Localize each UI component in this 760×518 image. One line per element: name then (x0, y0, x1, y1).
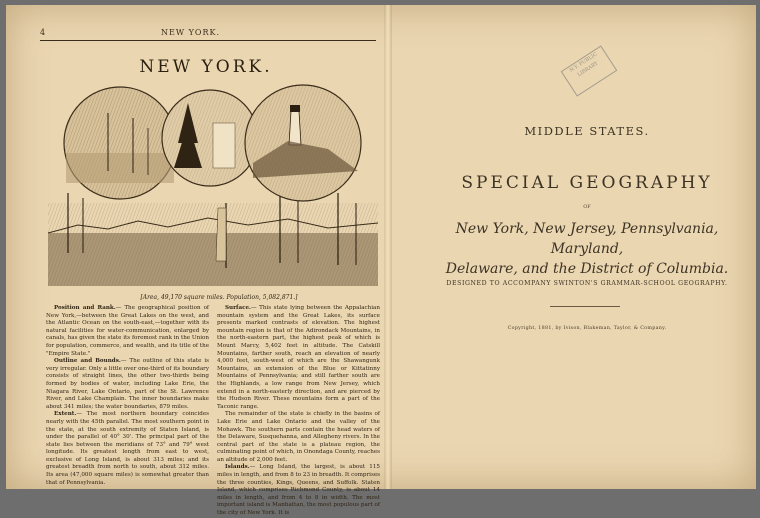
states-subtitle (420, 219, 754, 279)
paragraph (46, 411, 209, 487)
page-title: NEW YORK. (139, 57, 273, 77)
header-rule (40, 40, 376, 41)
designed-note: DESIGNED TO ACCOMPANY SWINTON'S GRAMMAR-SCHOOL GEOGRAPHY. (446, 280, 728, 287)
copyright-line: Copyright, 1881, by Ivison, Blakeman, Taylor, & Company. (507, 326, 667, 331)
paragraph (217, 305, 380, 411)
paragraph-text: — Long Island, the largest, is about 115 miles in length, and from 8 to 23 in breadth. It comprises the three counties, Kings, Queens, and Suffolk. Staten Island, which comprises Richmond County, is about 14 miles in length, and from 4 to 8 in width. The most important island is Manhattan, the most populous part of the city of New York. It is (217, 464, 381, 517)
paragraph-head: Extent. (54, 411, 77, 418)
scanned-sheet (6, 5, 756, 517)
paragraph-head: Outline and Bounds. (54, 358, 121, 365)
paragraph-text: The remainder of the state is chiefly in the basins of Lake Erie and Lake Ontario and the valley of the Mohawk. The southern parts contain the head waters of the Delaware, Susquehanna, and Allegheny rivers. In the central part of the state is a plateau region, the culminating point of which, in Onondaga County, reaches an altitude of 2,000 feet. (217, 411, 380, 463)
paragraph-head: Surface. (225, 305, 251, 311)
running-head: NEW YORK. (161, 28, 220, 37)
region-heading: MIDDLE STATES. (524, 124, 650, 138)
paragraph-head: Islands. (225, 464, 250, 471)
paragraph-head: Position and Rank. (54, 305, 116, 311)
paragraph (46, 305, 209, 358)
paragraph-text: — The most northern boundary coincides nearly with the 45th parallel. The most southern point in the state, at the south extremity of Staten Island, is under the parallel of 40° 30'. The principal part of the state lies between the meridians of 73° and 79° west longitude. Its greatest length from east to west, exclusive of Long Island, is about 313 miles; and its greatest breadth from north to south, about 312 miles. Its area (47,000 square miles) is somewhat greater than that of Pennsylvania. (46, 411, 209, 486)
text-column-2 (217, 305, 380, 518)
paragraph-text: — The geographical position of New York,—between the Great Lakes on the west, and the Atlantic Ocean on the south-east,—together with its natural facilities for water-communication, enlarged by canals, has given the state its foremost rank in the Union for population, commerce, and wealth, and its title of the "Empire State." (46, 305, 210, 357)
left-page (6, 5, 384, 517)
paragraph (217, 411, 380, 464)
book-title: SPECIAL GEOGRAPHY (461, 173, 713, 193)
text-column-1 (46, 305, 209, 487)
of-label: OF (583, 204, 591, 210)
right-page (392, 5, 756, 489)
states-line-2: Delaware, and the District of Columbia. (445, 261, 729, 277)
paragraph (217, 464, 380, 517)
figure-caption: [Area, 49,170 square miles. Population, 5,082,871.] (140, 294, 298, 301)
page-number: 4 (40, 28, 46, 37)
short-rule (550, 306, 620, 307)
paragraph-text: — The outline of this state is very irregular. Only a little over one-third of its boundary consists of straight lines, the other two-thirds being formed by bodies of water, including Lake Erie, the Niagara River, Lake Ontario, part of the St. Lawrence River, and Lake Champlain. The inner boundaries make about 341 miles; the water boundaries, 879 miles. (46, 358, 209, 410)
page-fold (384, 5, 392, 489)
paragraph (46, 358, 209, 411)
engraving-illustration (48, 83, 378, 286)
states-line-1: New York, New Jersey, Pennsylvania, Maryland, (455, 221, 719, 257)
paragraph-text: — This state lying between the Appalachian mountain system and the Great Lakes, its surface presents marked contrasts of elevation. The highest mountain region is that of the Adirondack Mountains, in the north-eastern part, the highest peak of which is Mount Marcy, 5,402 feet in altitude. The Catskill Mountains, farther south, reach an elevation of nearly 4,000 feet, south-west of which are the Shawangunk Mountains, an extension of the Blue or Kittatinny Mountains of Pennsylvania; and still farther south are the Highlands, a low range from New Jersey, which extend in a north-easterly direction, and are pierced by the Hudson River. These mountains form a part of the Taconic range. (217, 305, 380, 410)
library-stamp: N.Y. PUBLIC LIBRARY (561, 45, 618, 96)
